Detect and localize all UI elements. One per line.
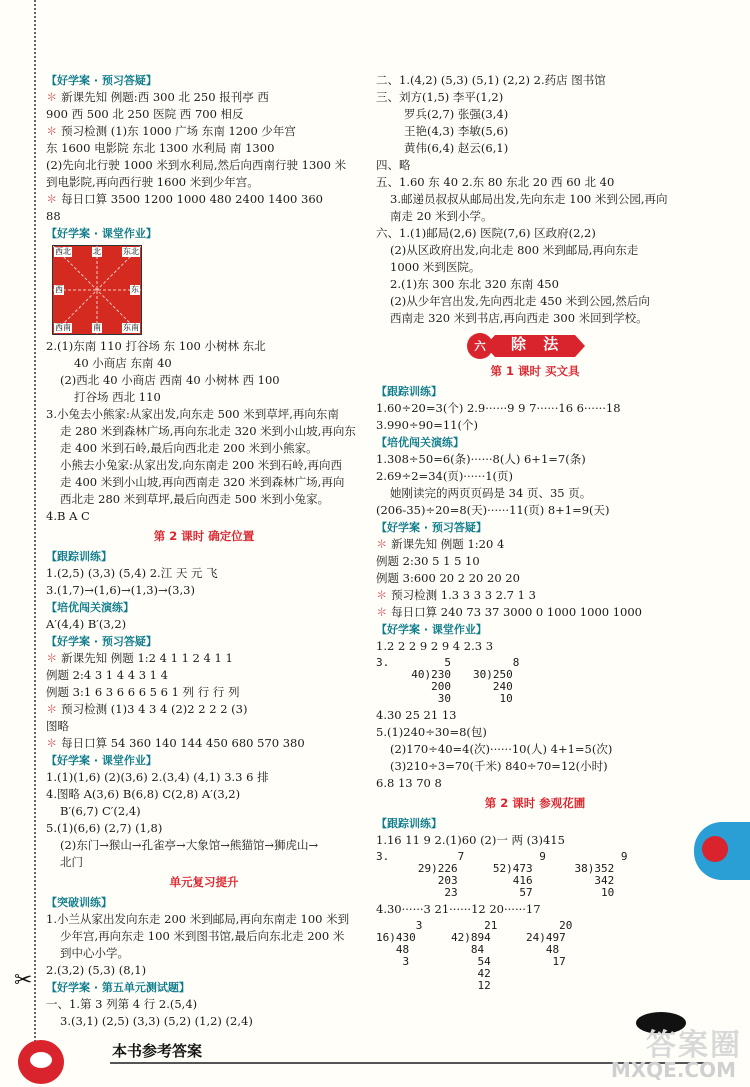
- long-division: 20 24)497 48 17: [525, 919, 573, 968]
- text-line: 1000 米到医院。: [390, 260, 481, 274]
- lesson-heading: 第 2 课时 确定位置: [153, 529, 255, 543]
- text-line: 1.(2,5) (3,3) (5,4) 2.江 天 元 飞: [46, 566, 218, 580]
- text-line: 小熊去小兔家:从家出发,向东南走 200 米到石岭,再向西: [60, 458, 342, 472]
- text-line: 走 400 米到石岭,最后向西北走 200 米到小熊家。: [60, 441, 318, 455]
- lesson-heading: 第 1 课时 买文具: [490, 364, 580, 378]
- text-line: 4.30······3 21······12 20······17: [376, 902, 541, 916]
- text-line: 南走 20 米到小学。: [390, 209, 493, 223]
- side-tab: [694, 822, 750, 880]
- text-line: (2)从区政府出发,向北走 800 米到邮局,再向东走: [390, 243, 639, 257]
- review-heading: 单元复习提升: [169, 875, 239, 889]
- text-line: 打谷场 西北 110: [74, 390, 161, 404]
- text-line: 北门: [60, 855, 83, 869]
- text-line: 二、1.(4,2) (5,3) (5,1) (2,2) 2.药店 图书馆: [376, 73, 606, 87]
- long-division: 9 52)473 416 57: [492, 850, 546, 899]
- section-tag: 【跟踪训练】: [46, 550, 112, 563]
- text-line: 1.(1)(1,6) (2)(3,6) 2.(3,4) (4,1) 3.3 6 排: [46, 770, 269, 784]
- text-line: 2.(1)东 300 东北 320 东南 450: [390, 277, 559, 291]
- compass-label-sw: 西南: [55, 323, 71, 332]
- section-tag: 【好学案 · 预习答疑】: [376, 521, 487, 534]
- long-division: 5 40)230 200 30: [411, 656, 451, 705]
- text-line: 1.308÷50=6(条)······8(人) 6+1=7(条): [376, 452, 586, 466]
- text-line: 3.: [376, 850, 390, 863]
- star-icon: ✽: [46, 124, 58, 138]
- text-line: (2)从少年宫出发,先向西北走 450 米到公园,然后向: [390, 294, 650, 308]
- section-tag: 【跟踪训练】: [376, 817, 442, 830]
- section-tag: 【好学案 · 课堂作业】: [46, 227, 157, 240]
- text-line: 2.(3,2) (5,3) (8,1): [46, 963, 147, 977]
- unit-banner: [465, 333, 605, 359]
- text-line: 88: [46, 209, 61, 223]
- text-line: 例题 2:30 5 1 5 10: [376, 554, 480, 568]
- compass-label-w: 西: [55, 285, 63, 294]
- compass-label-ne: 东北: [123, 247, 139, 256]
- text-line: 黄伟(6,4) 赵云(6,1): [404, 141, 509, 155]
- text-line: 走 400 米到小山坡,再向西南走 320 米到森林广场,再向: [60, 475, 345, 489]
- text-line: 新课先知 例题 1:20 4: [391, 537, 505, 551]
- text-line: 图略: [46, 719, 69, 733]
- text-line: 1.60÷20=3(个) 2.9······9 9 7······16 6······18: [376, 401, 621, 415]
- text-line: 每日口算 3500 1200 1000 480 2400 1400 360: [61, 192, 323, 206]
- right-column: [376, 72, 694, 994]
- text-line: 3.(3,1) (2,5) (3,3) (5,2) (1,2) (2,4): [60, 1014, 253, 1028]
- compass-label-s: 南: [93, 323, 101, 332]
- scissors-icon: ✂: [14, 968, 33, 993]
- text-line: 王艳(4,3) 李敏(5,6): [404, 124, 509, 138]
- text-line: 六、1.(1)邮局(2,6) 医院(7,6) 区政府(2,2): [376, 226, 596, 240]
- text-line: 罗兵(2,7) 张强(3,4): [404, 107, 509, 121]
- unit-number: 六: [467, 333, 493, 359]
- compass-lines: [53, 246, 141, 334]
- text-line: 西南走 320 米到书店,再向西走 300 米回到学校。: [390, 311, 648, 325]
- compass-label-se: 东南: [123, 323, 139, 332]
- text-line: 4.B A C: [46, 509, 90, 523]
- long-division-row: [376, 657, 694, 705]
- text-line: 1.16 11 9 2.(1)60 (2)一 两 (3)415: [376, 833, 565, 847]
- text-line: B′(6,7) C′(2,4): [60, 804, 141, 818]
- long-division-row: [376, 920, 694, 992]
- text-line: 走 280 米到森林广场,再向东北走 320 米到小山坡,再向东: [60, 424, 356, 438]
- text-line: 900 西 500 北 250 医院 西 700 相反: [46, 107, 244, 121]
- text-line: A′(4,4) B′(3,2): [46, 617, 127, 631]
- text-line: 少年宫,再向东走 100 米到图书馆,最后向东北走 200 米: [60, 929, 345, 943]
- long-division: 8 30)250 240 10: [473, 656, 520, 705]
- star-icon: ✽: [46, 702, 58, 716]
- star-icon: ✽: [46, 192, 58, 206]
- text-line: 三、刘方(1,5) 李平(1,2): [376, 90, 504, 104]
- compass-label-nw: 西北: [55, 247, 71, 256]
- star-icon: ✽: [376, 588, 388, 602]
- text-line: 1.2 2 2 9 2 9 4 2.3 3: [376, 639, 494, 653]
- text-line: 5.(1)(6,6) (2,7) (1,8): [46, 821, 163, 835]
- text-line: 2.(1)东南 110 打谷场 东 100 小树林 东北: [46, 339, 266, 353]
- text-line: (2)东门→猴山→孔雀亭→大象馆→熊猫馆→狮虎山→: [60, 838, 319, 852]
- star-icon: ✽: [46, 736, 58, 750]
- text-line: 一、1.第 3 列第 4 行 2.(5,4): [46, 997, 198, 1011]
- text-line: 西北走 280 米到草坪,最后向西走 500 米到小兔家。: [60, 492, 330, 506]
- watermark-url: MXQE.COM: [610, 1058, 736, 1082]
- text-line: 新课先知 例题 1:2 4 1 1 2 4 1 1: [61, 651, 233, 665]
- text-line: 2.69÷2=34(页)······1(页): [376, 469, 514, 483]
- text-line: (206-35)÷20=8(天)······11(页) 8+1=9(天): [376, 503, 610, 517]
- text-line: 例题 3:600 20 2 20 20 20: [376, 571, 520, 585]
- footer-title: 本书参考答案: [112, 1042, 203, 1060]
- section-tag: 【好学案 · 预习答疑】: [46, 74, 157, 87]
- text-line: 5.(1)240÷30=8(包): [376, 725, 487, 739]
- text-line: 例题 2:4 3 1 4 4 3 1 4: [46, 668, 168, 682]
- text-line: 新课先知 例题:西 300 北 250 报刊亭 西: [61, 90, 269, 104]
- section-tag: 【好学案 · 预习答疑】: [46, 635, 157, 648]
- text-line: 3.邮递员叔叔从邮局出发,先向东走 100 米到公园,再向: [390, 192, 668, 206]
- text-line: 五、1.60 东 40 2.东 80 东北 20 西 60 北 40: [376, 175, 615, 189]
- text-line: 预习检测 1.3 3 3 3 2.7 1 3: [391, 588, 536, 602]
- star-icon: ✽: [46, 90, 58, 104]
- text-line: 3.(1,7)→(1,6)→(1,3)→(3,3): [46, 583, 195, 597]
- left-column: [46, 72, 362, 1030]
- section-tag: 【培优闯关演练】: [46, 601, 134, 614]
- tab-dot-icon: [702, 836, 728, 862]
- section-tag: 【跟踪训练】: [376, 385, 442, 398]
- compass-diagram: [52, 245, 142, 335]
- star-icon: ✽: [46, 651, 58, 665]
- text-line: 她刚读完的两页页码是 34 页、35 页。: [390, 486, 592, 500]
- text-line: 四、略: [376, 158, 411, 172]
- text-line: (3)210÷3=70(千米) 840÷70=12(小时): [390, 759, 608, 773]
- long-division: 7 29)226 203 23: [417, 850, 465, 899]
- text-line: 1.小兰从家出发向东走 200 米到邮局,再向东南走 100 米到: [46, 912, 350, 926]
- section-tag: 【培优闯关演练】: [376, 436, 464, 449]
- text-line: 例题 3:1 6 3 6 6 6 5 6 1 列 行 行 列: [46, 685, 240, 699]
- star-icon: ✽: [376, 537, 388, 551]
- text-line: 预习检测 (1)3 4 3 4 (2)2 2 2 2 (3): [61, 702, 248, 716]
- section-tag: 【好学案 · 第五单元测试题】: [46, 981, 190, 994]
- mascot-icon: [18, 1040, 64, 1084]
- unit-title: 除 法: [511, 335, 565, 353]
- section-tag: 【突破训练】: [46, 896, 112, 909]
- long-division-row: [376, 851, 694, 899]
- text-line: 3.: [376, 656, 390, 669]
- text-line: (2)170÷40=4(次)······10(人) 4+1=5(次): [390, 742, 613, 756]
- lesson-heading: 第 2 课时 参观花圃: [484, 796, 586, 810]
- compass-label-e: 东: [131, 285, 139, 294]
- text-line: 6.8 13 70 8: [376, 776, 442, 790]
- text-line: 每日口算 54 360 140 144 450 680 570 380: [61, 736, 305, 750]
- section-tag: 【好学案 · 课堂作业】: [376, 623, 487, 636]
- perforation-line: [34, 0, 36, 1050]
- watermark-text: 答案圈: [646, 1028, 742, 1063]
- text-line: 到电影院,再向西行驶 1600 米到少年宫。: [46, 175, 259, 189]
- long-division: 9 38)352 342 10: [574, 850, 628, 899]
- section-tag: 【好学案 · 课堂作业】: [46, 754, 157, 767]
- text-line: 4.图略 A(3,6) B(6,8) C(2,8) A′(3,2): [46, 787, 241, 801]
- star-icon: ✽: [376, 605, 388, 619]
- text-line: 40 小商店 东南 40: [74, 356, 172, 370]
- text-line: 到中心小学。: [60, 946, 129, 960]
- text-line: 3.990÷90=11(个): [376, 418, 478, 432]
- long-division: 21 42)894 84 54 42 12: [450, 919, 498, 992]
- text-line: 东 1600 电影院 东北 1300 水利局 南 1300: [46, 141, 275, 155]
- long-division: 3 16)430 48 3: [376, 919, 423, 968]
- compass-label-n: 北: [93, 247, 101, 256]
- text-line: (2)西北 40 小商店 西南 40 小树林 西 100: [60, 373, 280, 387]
- text-line: 每日口算 240 73 37 3000 0 1000 1000 1000: [391, 605, 642, 619]
- text-line: 预习检测 (1)东 1000 广场 东南 1200 少年宫: [61, 124, 296, 138]
- text-line: 3.小兔去小熊家:从家出发,向东走 500 米到草坪,再向东南: [46, 407, 339, 421]
- text-line: (2)先向北行驶 1000 米到水利局,然后向西南行驶 1300 米: [46, 158, 347, 172]
- text-line: 4.30 25 21 13: [376, 708, 457, 722]
